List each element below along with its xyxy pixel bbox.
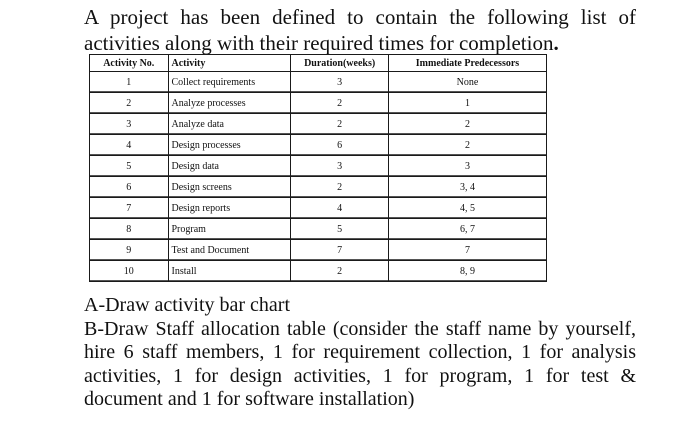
cell-duration: 2 (291, 261, 389, 282)
cell-duration: 3 (291, 72, 389, 93)
cell-activity-no: 5 (90, 156, 169, 177)
cell-duration: 2 (291, 114, 389, 135)
question-b: B-Draw Staff allocation table (consider the staff name by yourself, hire 6 staff members, 1 for requirement collection, 1 for analysis activities, 1 for design activities, 1 for program, 1 for test & document and 1 for software installation) (84, 317, 636, 410)
cell-duration: 3 (291, 156, 389, 177)
cell-predecessors: None (388, 72, 546, 93)
table-row (90, 135, 547, 156)
cell-activity-no: 9 (90, 240, 169, 261)
cell-duration: 7 (291, 240, 389, 261)
cell-activity: Analyze data (168, 114, 291, 135)
cell-duration: 2 (291, 93, 389, 114)
intro-text: A project has been defined to contain the following list of activities along with their required times for completion (84, 5, 636, 55)
activity-table (89, 54, 547, 282)
table-row (90, 93, 547, 114)
cell-predecessors: 4, 5 (388, 198, 546, 219)
table-row (90, 219, 547, 240)
cell-predecessors: 7 (388, 240, 546, 261)
cell-activity: Collect requirements (168, 72, 291, 93)
cell-activity-no: 3 (90, 114, 169, 135)
cell-activity-no: 2 (90, 93, 169, 114)
cell-activity-no: 4 (90, 135, 169, 156)
table-row (90, 261, 547, 282)
question-a: A-Draw activity bar chart (84, 294, 291, 316)
cell-activity-no: 6 (90, 177, 169, 198)
table-row (90, 114, 547, 135)
table-row (90, 177, 547, 198)
cell-activity: Analyze processes (168, 93, 291, 114)
cell-predecessors: 3 (388, 156, 546, 177)
cell-activity-no: 7 (90, 198, 169, 219)
cell-activity: Design data (168, 156, 291, 177)
cell-activity: Install (168, 261, 291, 282)
cell-duration: 4 (291, 198, 389, 219)
cell-activity: Program (168, 219, 291, 240)
cell-predecessors: 6, 7 (388, 219, 546, 240)
cell-activity-no: 8 (90, 219, 169, 240)
cell-activity: Design reports (168, 198, 291, 219)
cell-predecessors: 2 (388, 114, 546, 135)
cell-duration: 6 (291, 135, 389, 156)
cell-duration: 2 (291, 177, 389, 198)
cell-duration: 5 (291, 219, 389, 240)
cell-activity-no: 10 (90, 261, 169, 282)
cell-predecessors: 1 (388, 93, 546, 114)
cell-activity-no: 1 (90, 72, 169, 93)
cell-activity: Design screens (168, 177, 291, 198)
intro-paragraph (84, 4, 636, 56)
cell-predecessors: 2 (388, 135, 546, 156)
cell-predecessors: 8, 9 (388, 261, 546, 282)
header-activity: Activity (168, 55, 291, 72)
questions-block (84, 294, 636, 412)
header-predecessors: Immediate Predecessors (388, 55, 546, 72)
header-duration: Duration(weeks) (291, 55, 389, 72)
table-row (90, 72, 547, 93)
header-activity-no: Activity No. (90, 55, 169, 72)
table-header-row (90, 55, 547, 72)
cell-activity: Design processes (168, 135, 291, 156)
intro-period: . (553, 31, 559, 55)
table-row (90, 198, 547, 219)
cell-predecessors: 3, 4 (388, 177, 546, 198)
table-row (90, 240, 547, 261)
cell-activity: Test and Document (168, 240, 291, 261)
table-row (90, 156, 547, 177)
